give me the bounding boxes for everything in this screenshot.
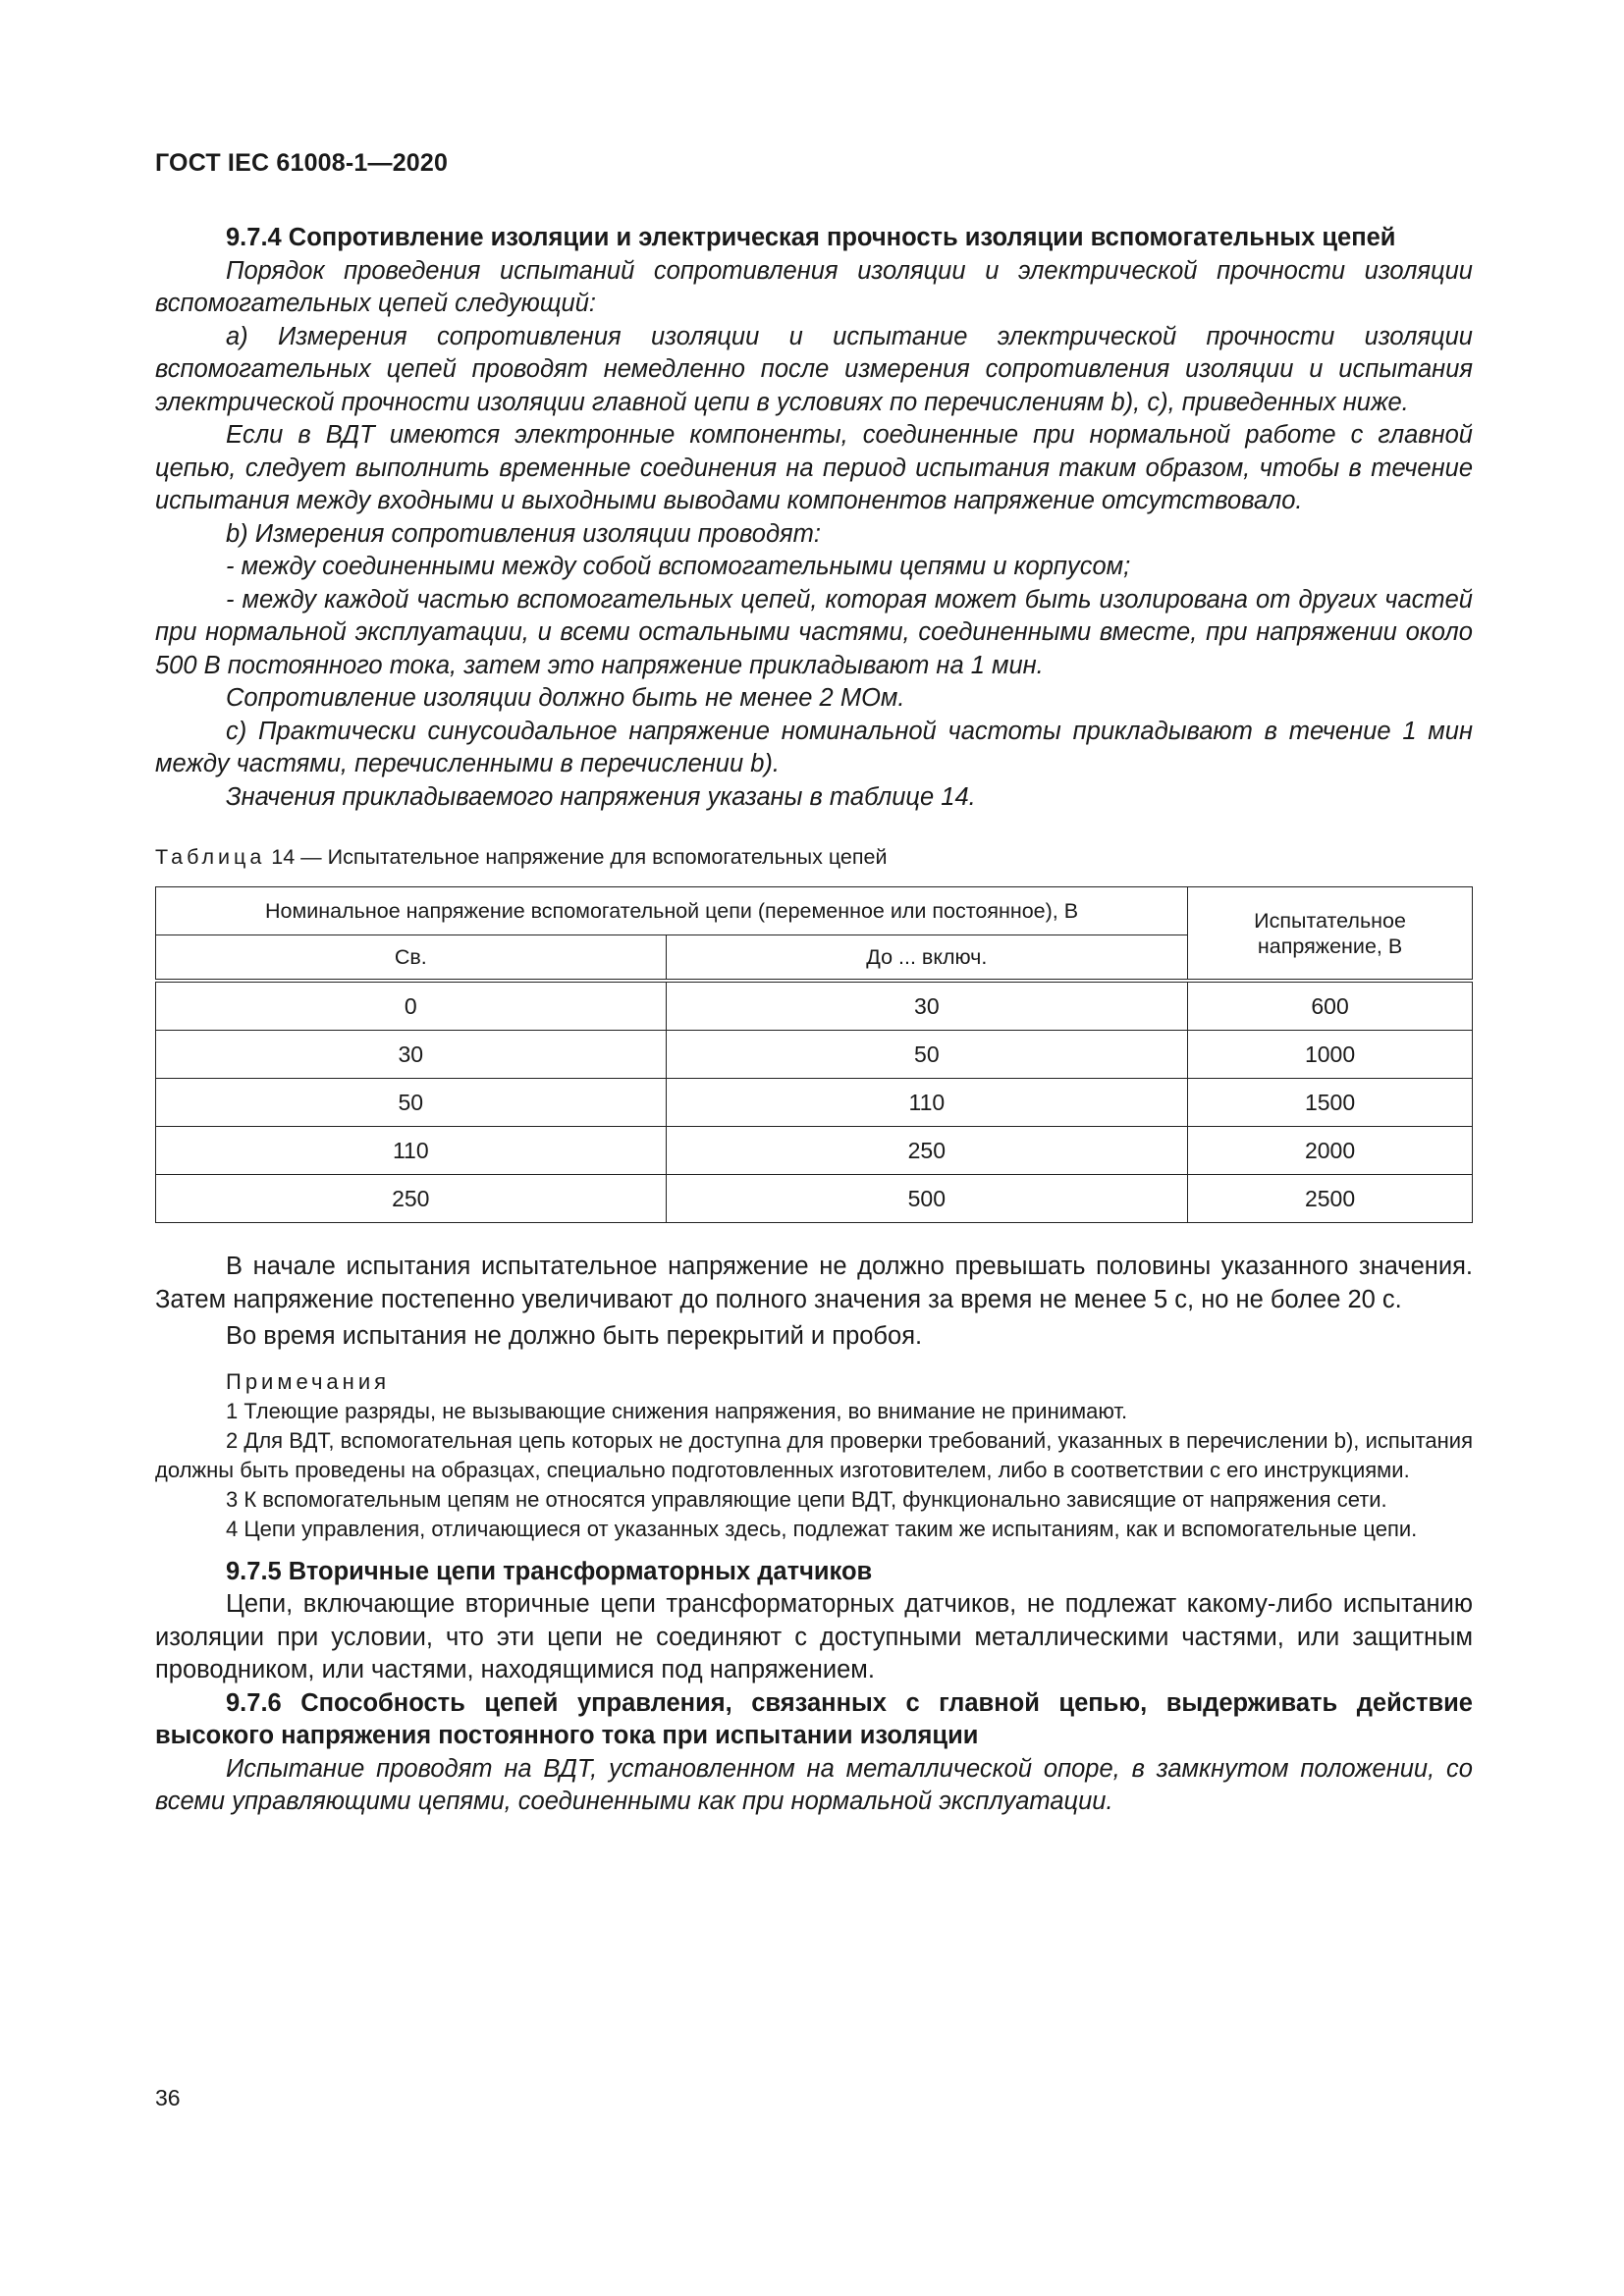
electronic-components-paragraph: Если в ВДТ имеются электронные компоненты, соединенные при нормальной работе с главной цепью, следует выполнить временные соединения на период испытания таким образом, чтобы в течение испытания между входными и выходными выводами компонентов напряжение отсутствовало. [155, 421, 1473, 514]
cell-test-voltage: 2000 [1188, 1127, 1473, 1175]
table-caption-text: 14 — Испытательное напряжение для вспомогательных цепей [265, 845, 888, 869]
cell-from: 0 [156, 981, 667, 1031]
no-breakdown-paragraph: Во время испытания не должно быть перекрытий и пробоя. [226, 1322, 923, 1350]
section-9-7-4-title: 9.7.4 Сопротивление изоляции и электрическая прочность изоляции вспомогательных цепей [226, 224, 1396, 251]
table-row [156, 1079, 1473, 1127]
note-3: 3 К вспомогательным цепям не относятся управляющие цепи ВДТ, функционально зависящие от напряжения сети. [226, 1486, 1387, 1512]
notes-block [155, 1367, 1473, 1544]
cell-test-voltage: 1500 [1188, 1079, 1473, 1127]
insulation-resistance-requirement: Сопротивление изоляции должно быть не менее 2 МОм. [226, 684, 905, 712]
document-header: ГОСТ IEC 61008-1—2020 [155, 149, 449, 177]
note-1: 1 Тлеющие разряды, не вызывающие снижения напряжения, во внимание не принимают. [226, 1398, 1128, 1423]
note-2: 2 Для ВДТ, вспомогательная цепь которых не доступна для проверки требований, указанных в перечислении b), испытания должны быть проведены на образцах, специально подготовленных изготовителем, либо в соответствии с его инструкциями. [155, 1427, 1473, 1482]
table-reference: Значения прикладываемого напряжения указаны в таблице 14. [226, 782, 976, 811]
table-header-to: До ... включ. [666, 935, 1188, 982]
table-row [156, 981, 1473, 1031]
cell-from: 110 [156, 1127, 667, 1175]
table-header-from: Св. [156, 935, 667, 982]
table-caption-word: Таблица [155, 845, 266, 869]
cell-test-voltage: 1000 [1188, 1031, 1473, 1079]
notes-title: Примечания [226, 1368, 391, 1394]
table-14 [155, 886, 1473, 1223]
table-row [156, 1175, 1473, 1223]
table-14-caption [155, 843, 1473, 871]
table-row [156, 1031, 1473, 1079]
section-9-7-6-title: 9.7.6 Способность цепей управления, связанных с главной цепью, выдерживать действие высокого напряжения постоянного тока при испытании изоляции [155, 1688, 1473, 1749]
cell-to: 50 [666, 1031, 1188, 1079]
note-4: 4 Цепи управления, отличающиеся от указанных здесь, подлежат таким же испытаниям, как и вспомогательные цепи. [226, 1516, 1418, 1541]
section-9-7-4-intro: Порядок проведения испытаний сопротивления изоляции и электрической прочности изоляции вспомогательных цепей следующий: [155, 256, 1473, 317]
section-9-7-6-body: Испытание проводят на ВДТ, установленном на металлической опоре, в замкнутом положении, со всеми управляющими цепями, соединенными как при нормальной эксплуатации. [155, 1754, 1473, 1815]
table-header-test-voltage-text: Испытательное напряжение, В [1254, 908, 1406, 958]
cell-test-voltage: 600 [1188, 981, 1473, 1031]
cell-from: 50 [156, 1079, 667, 1127]
table-header-test-voltage [1188, 887, 1473, 982]
cell-to: 500 [666, 1175, 1188, 1223]
cell-from: 30 [156, 1031, 667, 1079]
table-header-nominal-voltage: Номинальное напряжение вспомогательной цепи (переменное или постоянное), В [156, 887, 1188, 935]
section-9-7-5-title: 9.7.5 Вторичные цепи трансформаторных датчиков [226, 1557, 873, 1585]
section-9-7-5-body: Цепи, включающие вторичные цепи трансформаторных датчиков, не подлежат какому-либо испытанию изоляции при условии, что эти цепи не соединяют с доступными металлическими частями, или защитным проводником, или частями, находящимися под напряжением. [155, 1590, 1473, 1683]
cell-from: 250 [156, 1175, 667, 1223]
cell-test-voltage: 2500 [1188, 1175, 1473, 1223]
item-b: b) Измерения сопротивления изоляции проводят: [226, 519, 821, 548]
page-content [155, 222, 1473, 1819]
test-procedure-paragraph: В начале испытания испытательное напряжение не должно превышать половины указанного значения. Затем напряжение постепенно увеличивают до полного значения за время не менее 5 с, но не более 20 с. [155, 1253, 1473, 1313]
cell-to: 30 [666, 981, 1188, 1031]
item-a: a) Измерения сопротивления изоляции и испытание электрической прочности изоляции вспомогательных цепей проводят немедленно после измерения сопротивления изоляции и испытания электрической прочности изоляции главной цепи в условиях по перечислениям b), c), приведенных ниже. [155, 322, 1473, 416]
table-row [156, 1127, 1473, 1175]
item-b-dash-1: - между соединенными между собой вспомогательными цепями и корпусом; [226, 553, 1131, 580]
item-c: c) Практически синусоидальное напряжение номинальной частоты прикладывают в течение 1 мин между частями, перечисленными в перечислении b). [155, 717, 1473, 777]
cell-to: 110 [666, 1079, 1188, 1127]
page-number: 36 [155, 2085, 181, 2110]
cell-to: 250 [666, 1127, 1188, 1175]
item-b-dash-2: - между каждой частью вспомогательных цепей, которая может быть изолирована от других частей при нормальной эксплуатации, и всеми остальными частями, соединенными вместе, при напряжении около 500 В постоянного тока, затем это напряжение прикладывают на 1 мин. [155, 585, 1473, 679]
